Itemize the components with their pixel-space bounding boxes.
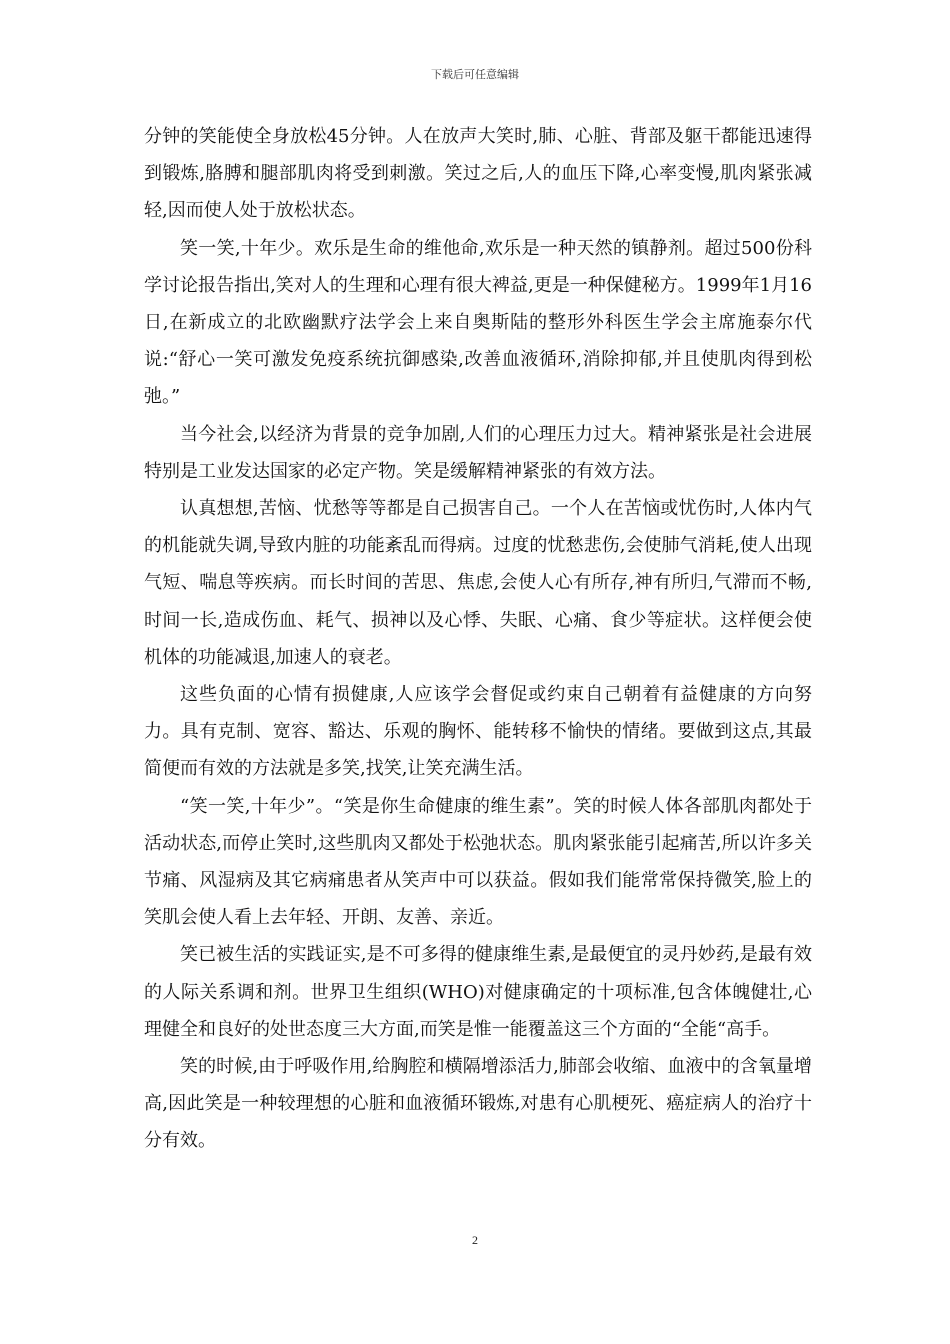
page-header: 下载后可任意编辑 [431,68,519,81]
paragraph-7: 笑已被生活的实践证实,是不可多得的健康维生素,是最便宜的灵丹妙药,是最有效的人际关系调和剂。世界卫生组织(WHO)对健康确定的十项标准,包含体魄健壮,心理健全和良好的处世态度三大方面,而笑是惟一能覆盖这三个方面的“全能“高手。 [144,944,812,1040]
paragraph-1: 分钟的笑能使全身放松45分钟。人在放声大笑时,肺、心脏、背部及躯干都能迅速得到锻炼,胳膊和腿部肌肉将受到刺激。笑过之后,人的血压下降,心率变慢,肌肉紧张减轻,因而使人处于放松状态。 [144,126,812,222]
paragraph-2: 笑一笑,十年少。欢乐是生命的维他命,欢乐是一种天然的镇静剂。超过500份科学讨论报告指出,笑对人的生理和心理有很大裨益,更是一种保健秘方。1999年1月16日,在新成立的北欧幽默疗法学会上来自奥斯陆的整形外科医生学会主席施泰尔代说:“舒心一笑可激发免疫系统抗御感染,改善血液循环,消除抑郁,并且使肌肉得到松弛。” [144,237,812,408]
paragraph-4: 认真想想,苦恼、忧愁等等都是自己损害自己。一个人在苦恼或忧伤时,人体内气的机能就失调,导致内脏的功能紊乱而得病。过度的忧愁悲伤,会使肺气消耗,使人出现气短、喘息等疾病。而长时间的苦思、焦虑,会使人心有所存,神有所归,气滞而不畅,时间一长,造成伤血、耗气、损神以及心悸、失眠、心痛、食少等症状。这样便会使机体的功能减退,加速人的衰老。 [144,498,812,668]
page-number: 2 [472,1233,478,1247]
paragraph-5: 这些负面的心情有损健康,人应该学会督促或约束自己朝着有益健康的方向努力。具有克制、宽容、豁达、乐观的胸怀、能转移不愉快的情绪。要做到这点,其最简便而有效的方法就是多笑,找笑,让笑充满生活。 [144,684,812,780]
paragraph-3: 当今社会,以经济为背景的竞争加剧,人们的心理压力过大。精神紧张是社会进展特别是工业发达国家的必定产物。笑是缓解精神紧张的有效方法。 [144,423,812,482]
paragraph-8: 笑的时候,由于呼吸作用,给胸腔和横隔增添活力,肺部会收缩、血液中的含氧量增高,因此笑是一种较理想的心脏和血液循环锻炼,对患有心肌梗死、癌症病人的治疗十分有效。 [144,1056,812,1152]
document-body [144,118,812,1160]
paragraph-6: “笑一笑,十年少”。“笑是你生命健康的维生素”。笑的时候人体各部肌肉都处于活动状态,而停止笑时,这些肌肉又都处于松弛状态。肌肉紧张能引起痛苦,所以许多关节痛、风湿病及其它病痛患者从笑声中可以获益。假如我们能常常保持微笑,脸上的笑肌会使人看上去年轻、开朗、友善、亲近。 [144,795,812,929]
